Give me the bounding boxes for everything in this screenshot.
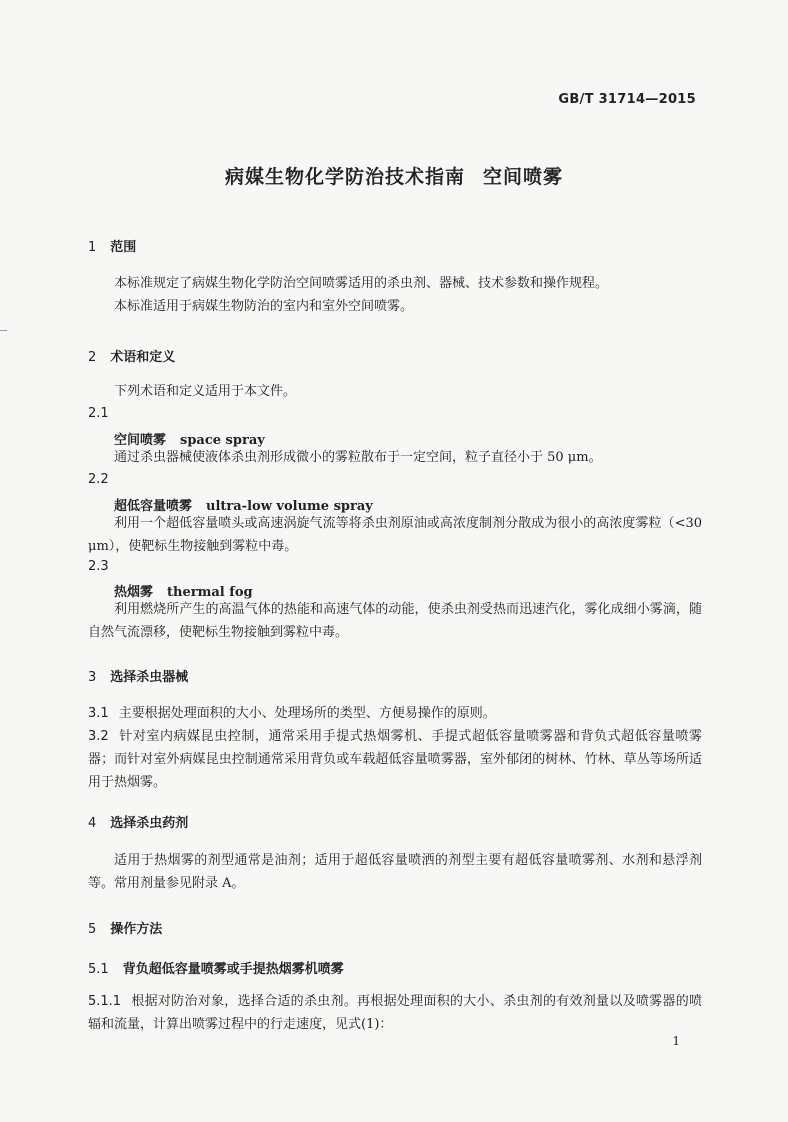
term-2-2-number: 2.2 [88,472,109,487]
term-zh: 热烟雾 [114,585,154,600]
clause-number: 3.1 [88,706,109,721]
section-title: 操作方法 [110,922,163,937]
title-main: 病媒生物化学防治技术指南 [224,166,465,188]
clause-3-1 [88,702,702,725]
clause-text: 根据对防治对象，选择合适的杀虫剂。再根据处理面积的大小、杀虫剂的有效剂量以及喷雾器的喷辐和流量，计算出喷雾过程中的行走速度，见式(1)： [88,994,702,1032]
subsection-5-1-heading [88,958,344,977]
section-title: 选择杀虫器械 [110,670,189,685]
s1-paragraph-1: 本标准规定了病媒生物化学防治空间喷雾适用的杀虫剂、器械、技术参数和操作规程。 [114,276,609,291]
term-en: space spray [180,433,265,448]
clause-3-2 [88,725,702,794]
binding-mark [0,330,7,331]
term-en: thermal fog [167,585,253,600]
term-2-2-definition: 利用一个超低容量喷头或高速涡旋气流等将杀虫剂原油或高浓度制剂分散成为很小的高浓度雾粒（<30 μm），使靶标生物接触到雾粒中毒。 [88,516,702,554]
clause-text: 针对室内病媒昆虫控制，通常采用手提式热烟雾机、手提式超低容量喷雾器和背负式超低容量喷雾器；而针对室外病媒昆虫控制通常采用背负或车载超低容量喷雾器，室外郁闭的树林、竹林、草丛等场所适用于热烟雾。 [88,729,702,790]
s2-intro: 下列术语和定义适用于本文件。 [114,384,297,399]
clause-text: 主要根据处理面积的大小、处理场所的类型、方便易操作的原则。 [118,706,496,721]
page-number: 1 [672,1034,680,1048]
term-zh: 超低容量喷雾 [114,499,193,514]
section-number: 3 [88,670,97,685]
s1-paragraph-2: 本标准适用于病媒生物防治的室内和室外空间喷雾。 [114,299,414,314]
section-number: 2 [88,350,97,365]
term-en: ultra-low volume spray [206,499,373,514]
section-1-heading [88,236,136,255]
clause-number: 5.1.1 [88,994,122,1009]
section-5-heading [88,918,162,937]
term-2-1-number: 2.1 [88,406,109,421]
section-number: 4 [88,816,97,831]
section-3-heading [88,666,188,685]
document-title [0,162,788,189]
section-2-heading [88,346,175,365]
section-number: 5.1 [88,962,109,977]
term-2-3-definition: 利用燃烧所产生的高温气体的热能和高速气体的动能，使杀虫剂受热而迅速汽化，雾化成细小雾滴，随自然气流漂移，使靶标生物接触到雾粒中毒。 [88,602,702,640]
section-title: 背负超低容量喷雾或手提热烟雾机喷雾 [122,962,344,977]
standard-code: GB/T 31714—2015 [558,92,696,107]
section-number: 1 [88,240,97,255]
section-title: 范围 [110,240,137,255]
term-2-3-number: 2.3 [88,559,109,574]
section-4-heading [88,812,188,831]
section-title: 术语和定义 [110,350,176,365]
s4-paragraph: 适用于热烟雾的剂型通常是油剂；适用于超低容量喷洒的剂型主要有超低容量喷雾剂、水剂和悬浮剂等。常用剂量参见附录 A。 [88,853,702,891]
title-sub: 空间喷雾 [483,166,564,188]
term-2-1-definition: 通过杀虫器械使液体杀虫剂形成微小的雾粒散布于一定空间，粒子直径小于 50 μm。 [114,450,602,465]
clause-5-1-1 [88,990,702,1036]
clause-number: 3.2 [88,729,109,744]
section-title: 选择杀虫药剂 [110,816,189,831]
section-number: 5 [88,922,97,937]
term-zh: 空间喷雾 [114,433,167,448]
